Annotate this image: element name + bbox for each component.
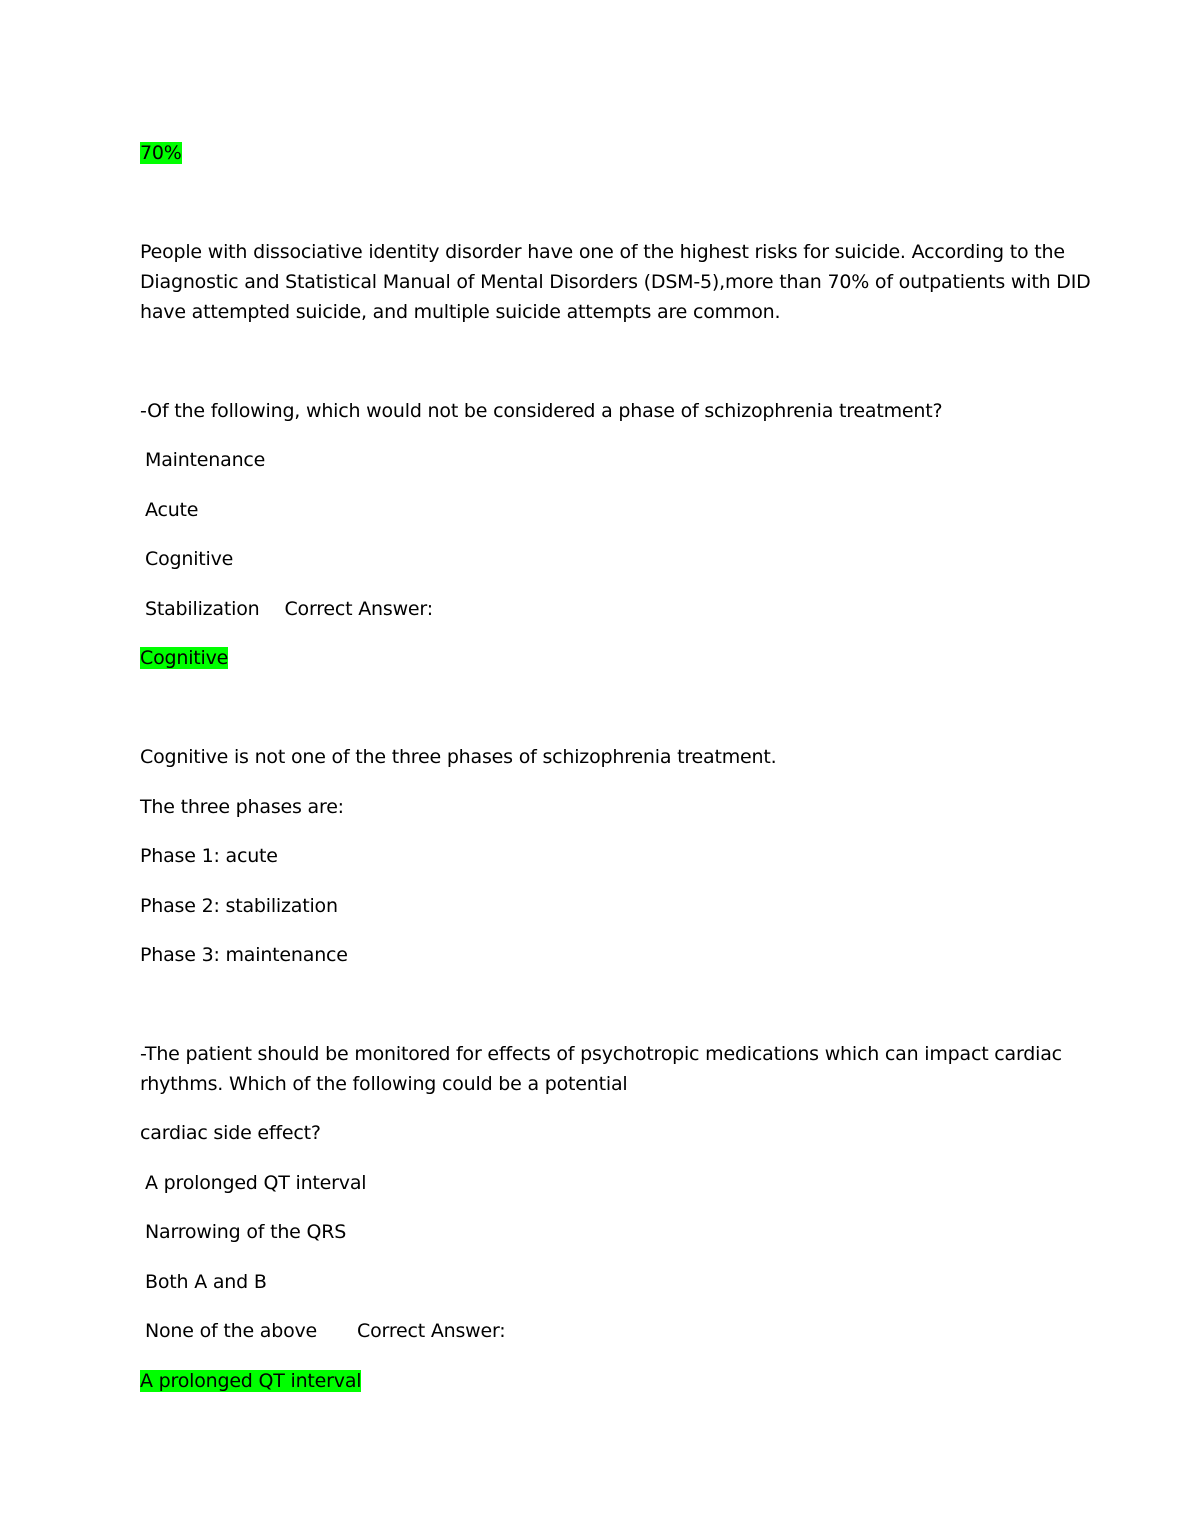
- question-text: cardiac side effect?: [140, 1122, 321, 1144]
- answer-line: [140, 1366, 361, 1396]
- explanation-line: Phase 2: stabilization: [140, 895, 338, 917]
- correct-answer-label: Correct Answer:: [357, 1320, 506, 1342]
- answer-line: [140, 643, 228, 673]
- option-item: Cognitive: [145, 548, 234, 570]
- question-text: -The patient should be monitored for effects of psychotropic medications which can impact cardiac: [140, 1043, 1062, 1065]
- correct-answer-label: Correct Answer:: [284, 598, 433, 620]
- option-item-last: [145, 594, 433, 624]
- highlighted-answer: 70%: [140, 142, 182, 164]
- highlighted-answer: Cognitive: [140, 647, 229, 669]
- explanation-line: have attempted suicide, and multiple suicide attempts are common.: [140, 301, 781, 323]
- answer-line: [140, 138, 182, 168]
- explanation-line: People with dissociative identity disorder have one of the highest risks for suicide. According to the: [140, 241, 1065, 263]
- explanation-line: Cognitive is not one of the three phases of schizophrenia treatment.: [140, 746, 777, 768]
- option-item: None of the above: [145, 1320, 318, 1342]
- option-item: Maintenance: [145, 449, 266, 471]
- option-item: A prolonged QT interval: [145, 1172, 367, 1194]
- option-item-last: [145, 1316, 505, 1346]
- option-item: Both A and B: [145, 1271, 267, 1293]
- explanation-line: The three phases are:: [140, 796, 344, 818]
- option-item: Acute: [145, 499, 199, 521]
- question-text: rhythms. Which of the following could be a potential: [140, 1073, 628, 1095]
- explanation-line: Phase 3: maintenance: [140, 944, 348, 966]
- highlighted-answer: A prolonged QT interval: [140, 1370, 362, 1392]
- explanation-line: Phase 1: acute: [140, 845, 278, 867]
- explanation-line: Diagnostic and Statistical Manual of Mental Disorders (DSM-5),more than 70% of outpatients with DID: [140, 271, 1091, 293]
- option-item: Stabilization: [145, 598, 260, 620]
- question-text: -Of the following, which would not be considered a phase of schizophrenia treatment?: [140, 400, 943, 422]
- option-item: Narrowing of the QRS: [145, 1221, 347, 1243]
